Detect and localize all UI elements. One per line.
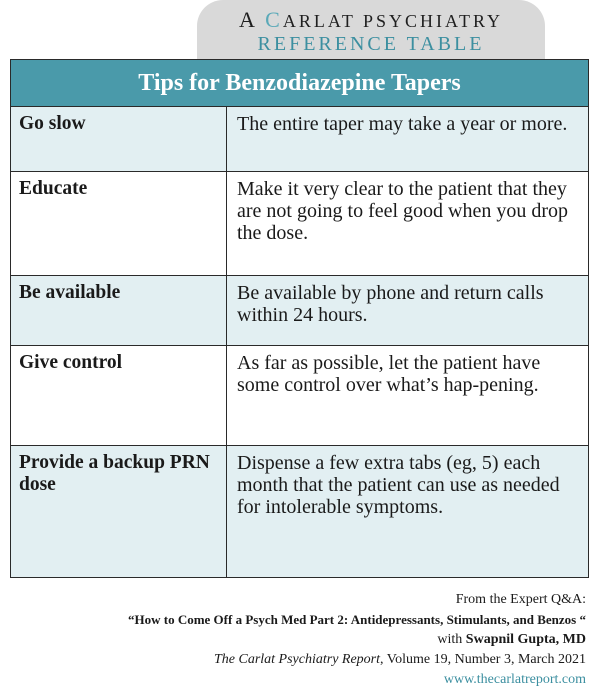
- header-a: A: [238, 7, 266, 32]
- footer-article-title: “How to Come Off a Psych Med Part 2: Antidepressants, Stimulants, and Benzos “: [127, 612, 586, 627]
- description-cell: Dispense a few extra tabs (eg, 5) each month that the patient can use as needed for intolerable symptoms.: [237, 452, 560, 518]
- tip-cell: Be available: [11, 276, 227, 345]
- description-cell: Be available by phone and return calls within 24 hours.: [237, 282, 544, 326]
- source-footer: [128, 590, 586, 690]
- tip-cell: Educate: [11, 172, 227, 275]
- footer-citation: [128, 650, 586, 670]
- footer-journal: The Carlat Psychiatry Report: [213, 652, 381, 667]
- footer-author-line: [128, 630, 586, 650]
- footer-author: Swapnil Gupta, MD: [465, 632, 586, 647]
- footer-volume: , Volume 19, Number 3, March 2021: [380, 652, 586, 667]
- table-title: Tips for Benzodiazepine Tapers: [11, 60, 588, 107]
- header-banner: [197, 0, 545, 60]
- footer-with: with: [437, 632, 466, 647]
- tip-cell: Give control: [11, 346, 227, 445]
- tip-cell: Go slow: [11, 107, 227, 171]
- header-c: C: [265, 7, 283, 32]
- footer-url[interactable]: www.thecarlatreport.com: [443, 672, 586, 687]
- header-arlat: ARLAT PSYCHIATRY: [282, 11, 504, 31]
- description-cell: The entire taper may take a year or more.: [237, 113, 568, 135]
- footer-from: From the Expert Q&A:: [455, 592, 586, 607]
- table-row: [11, 346, 588, 446]
- tip-cell: Provide a backup PRN dose: [11, 446, 227, 577]
- description-cell: Make it very clear to the patient that they are not going to feel good when you drop the dose.: [237, 178, 569, 244]
- table-row: [11, 446, 588, 577]
- header-publisher: [197, 8, 545, 33]
- table-row: [11, 107, 588, 172]
- description-cell: As far as possible, let the patient have some control over what’s hap-pening.: [237, 352, 541, 396]
- table-row: [11, 172, 588, 276]
- header-subtitle: REFERENCE TABLE: [257, 33, 485, 55]
- table-row: [11, 276, 588, 346]
- reference-table: [10, 59, 589, 578]
